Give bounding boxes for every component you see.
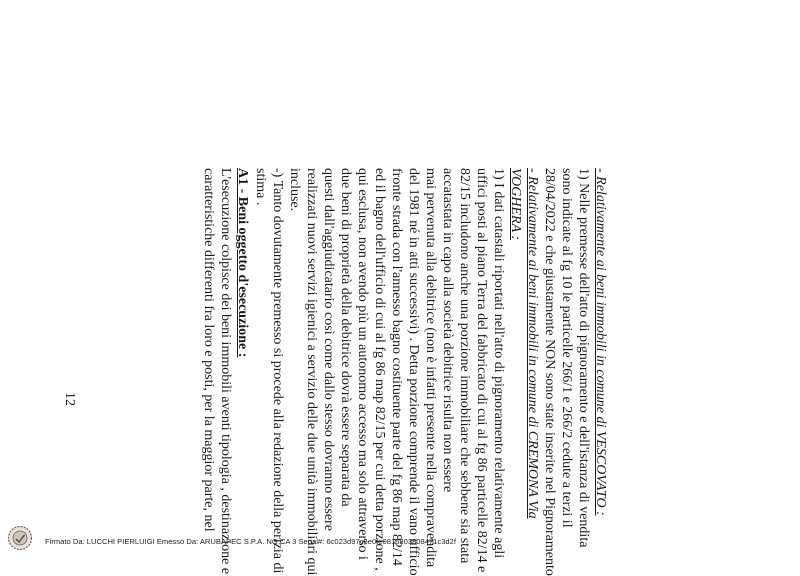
digital-signature-seal-icon [7,525,33,551]
text-line: 1) Nelle premesse dell'atto di pignoramento e dell'istanza di vendita [576,168,591,548]
section-heading-a1: A1 - Beni oggetto d'esecuzione : [235,168,250,358]
text-line: caratteristiche differenti fra loro e posti, per la maggior parte, nel [201,168,216,532]
text-line: uffici posti al piano Terra del fabbricato di cui al fg 86 particelle 82/14 e [474,168,489,573]
text-line: 1) I dati catastali riportati nell'atto di pignoramento relativamente agli [491,168,506,559]
text-line: questi dall'aggiudicatario così come dallo stesso dovranno essere [321,168,336,531]
text-line: qui esclusa, non avendo più un autonomo accesso ma solo attraverso i [355,168,370,560]
text-line: realizzati nuovi servizi igienici a servizio delle due unità immobiliari qui [304,168,319,576]
signature-line: Firmato Da: LUCCHI PIERLUIGI Emesso Da: ARUBAPEC S.P.A. NG CA 3 Serial#: 6c023d97c8e0fe0816803808471c3d2f [45,537,456,546]
text-line: fronte strada con l'annesso bagno costituente parte del fg 86 map 82/14 [389,168,404,566]
section-heading-vescovato: - Relativamente ai beni immobili in comune di VESCOVATO : [593,168,608,516]
text-line: stima . [253,168,268,206]
text-line: L'esecuzione colpisce dei beni immobili aventi tipologia , destinazione e [218,168,233,575]
section-heading-cremona-cont: VOGHERA : [508,168,523,241]
text-line: due beni di proprietà della debitrice dovrà essere separata da [338,168,353,507]
text-line: accatastata in capo alla società debitrice risulta non essere [440,168,455,493]
text-line: del 1981 né in atti successivi) . Detta porzione comprende il vano ufficio [406,168,421,576]
section-heading-cremona: - Relativamente ai beni immobili in comune di CREMONA Via [525,168,540,519]
text-line: mai pervenuta alla debitrice (non è infatti presente nella compravendita [423,168,438,568]
text-line: 82/15 includono anche una porzione immobiliare che sebbene sia stata [457,168,472,564]
page-number: 12 [62,392,77,406]
text-line: sono indicate al fg 10 le particelle 266/1 e 266/2 cedute a terzi il [559,168,574,528]
text-line: 28/04/2022 e che giustamente NON sono state inserite nel Pignoramento [542,168,557,576]
text-line: -) Tanto dovutamente premesso si procede alla redazione della perizia di [270,168,285,574]
text-line: incluse. [287,168,302,212]
text-line: ed il bagno dell'ufficio di cui al fg 86 map 82/15 per cui detta porzione , [372,168,387,571]
